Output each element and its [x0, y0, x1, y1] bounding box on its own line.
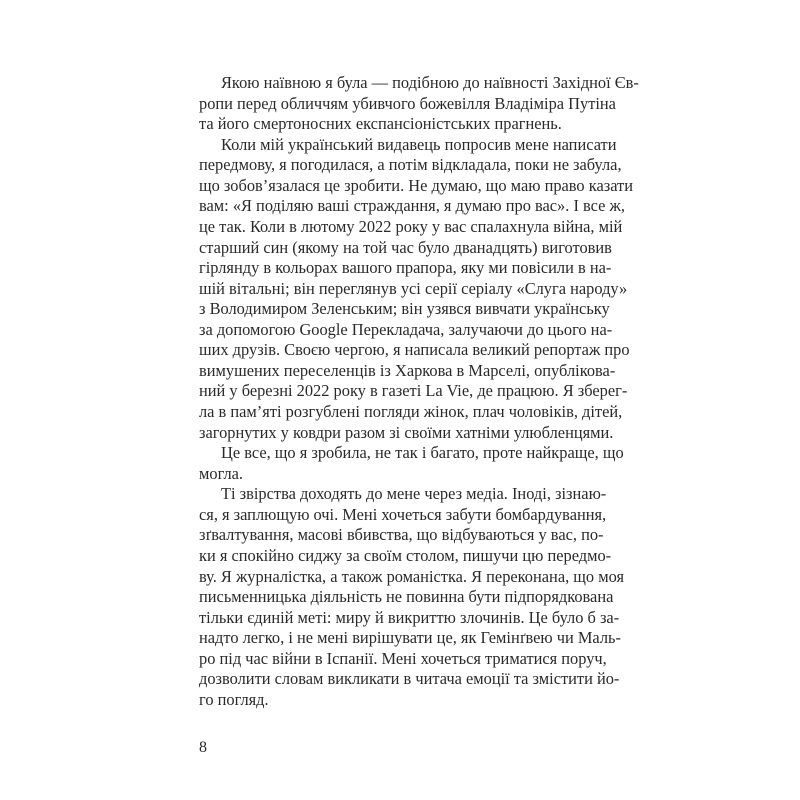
text-line: Коли мій український видавець попросив мене написати: [221, 134, 617, 154]
text-line: тільки єдиній меті: миру й викриттю злочинів. Це було б за-: [199, 607, 620, 627]
text-line: могла.: [199, 463, 244, 483]
text-line: ся, я заплющую очі. Мені хочеться забути бомбардування,: [199, 504, 607, 524]
text-line: Ті звірства доходять до мене через медіа. Іноді, зізнаю-: [221, 484, 607, 504]
text-line: ла в пам’яті розгублені погляди жінок, плач чоловіків, дітей,: [199, 402, 623, 421]
text-line: з Володимиром Зеленським; він узявся вивчати українську: [199, 299, 610, 319]
text-line: старший син (якому на той час було дванадцять) виготовив: [199, 237, 612, 257]
text-line: гірлянду в кольорах вашого прапора, яку ми повісили в на-: [199, 258, 612, 278]
text-line: що зобов’язалася це зробити. Не думаю, що маю право казати: [199, 175, 633, 195]
text-line: ших друзів. Своєю чергою, я написала великий репортаж про: [199, 340, 630, 360]
text-line: ки я спокійно сиджу за своїм столом, пишучи цю передмо-: [199, 545, 612, 565]
paragraph: [199, 443, 624, 484]
text-line: го погляд.: [199, 689, 269, 709]
text-line: ропи перед обличчям убивчого божевілля Владіміра Путіна: [199, 93, 616, 113]
text-line: Якою наївною я була — подібною до наївності Західної Єв-: [221, 73, 639, 92]
text-line: Це все, що я зробила, не так і багато, проте найкраще, що: [221, 443, 624, 463]
text-line: дозволити словам викликати в читача емоції та змістити йо-: [199, 669, 620, 689]
paragraph: [199, 134, 633, 443]
text-line: загорнутих у ковдри разом зі своїми хатніми улюбленцями.: [199, 422, 614, 442]
text-line: вам: «Я поділяю ваші страждання, я думаю про вас». І все ж,: [199, 196, 625, 216]
text-line: передмову, я погодилася, а потім відкладала, поки не забула,: [199, 155, 622, 175]
text-line: надто легко, і не мені вирішувати це, як Гемінґвею чи Маль-: [199, 628, 621, 648]
text-line: ву. Я журналістка, а також романістка. Я переконана, що моя: [199, 566, 625, 586]
text-line: письменницька діяльність не повинна бути підпорядкована: [199, 587, 614, 607]
text-line: це так. Коли в лютому 2022 року у вас спалахнула війна, мій: [199, 216, 623, 236]
paragraph: [199, 484, 625, 710]
text-line: вимушених переселенців із Харкова в Марселі, опублікова-: [199, 360, 616, 380]
body-text: [199, 73, 639, 710]
text-line: зґвалтування, масові вбивства, що відбуваються у вас, по-: [199, 525, 604, 545]
text-line: та його смертоносних експансіоністських прагнень.: [199, 114, 562, 134]
text-line: ний у березні 2022 року в газеті La Vie, де працюю. Я зберег-: [199, 381, 628, 401]
paragraph: [199, 73, 639, 135]
text-line: шій вітальні; він переглянув усі серії серіалу «Слуга народу»: [199, 278, 628, 298]
text-line: ро під час війни в Іспанії. Мені хочеться триматися поруч,: [199, 648, 607, 668]
text-line: за допомогою Google Перекладача, залучаючи до цього на-: [199, 319, 613, 339]
page-number: 8: [199, 739, 207, 756]
